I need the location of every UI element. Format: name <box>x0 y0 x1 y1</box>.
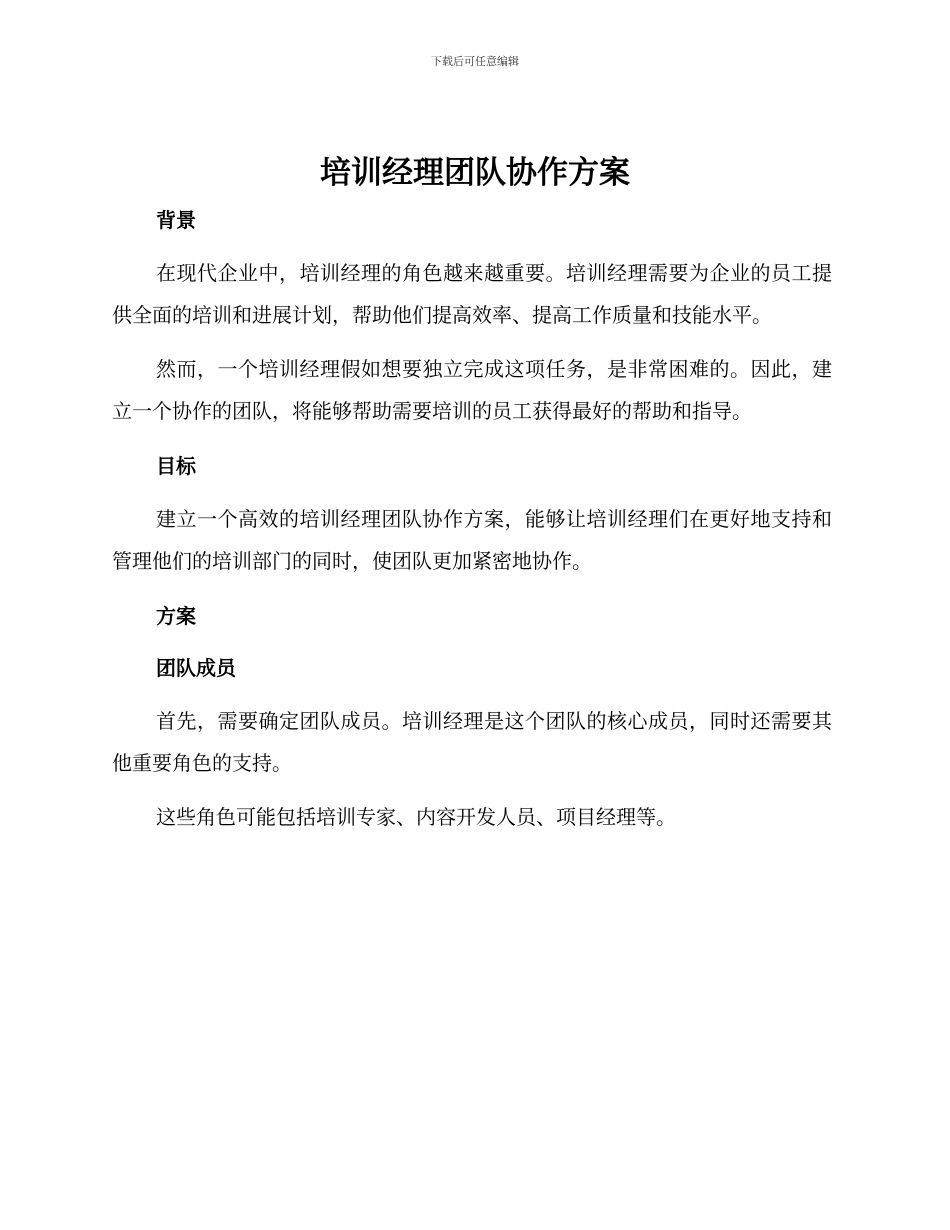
heading-plan: 方案 <box>156 604 196 628</box>
heading-background: 背景 <box>156 208 196 232</box>
header-note: 下载后可任意编辑 <box>431 55 519 68</box>
heading-goal: 目标 <box>156 454 196 478</box>
document-title: 培训经理团队协作方案 <box>320 155 630 191</box>
heading-team-members: 团队成员 <box>156 656 236 680</box>
paragraph-goal-1: 建立一个高效的培训经理团队协作方案，能够让培训经理们在更好地支持和管理他们的培训部门的同时，使团队更加紧密地协作。 <box>112 507 832 573</box>
paragraph-background-1: 在现代企业中，培训经理的角色越来越重要。培训经理需要为企业的员工提供全面的培训和进展计划，帮助他们提高效率、提高工作质量和技能水平。 <box>112 261 832 327</box>
paragraph-team-1: 首先，需要确定团队成员。培训经理是这个团队的核心成员，同时还需要其他重要角色的支持。 <box>112 709 832 775</box>
document-body <box>112 202 832 838</box>
paragraph-team-2: 这些角色可能包括培训专家、内容开发人员、项目经理等。 <box>156 805 676 829</box>
paragraph-background-2: 然而，一个培训经理假如想要独立完成这项任务，是非常困难的。因此，建立一个协作的团队，将能够帮助需要培训的员工获得最好的帮助和指导。 <box>112 357 832 423</box>
